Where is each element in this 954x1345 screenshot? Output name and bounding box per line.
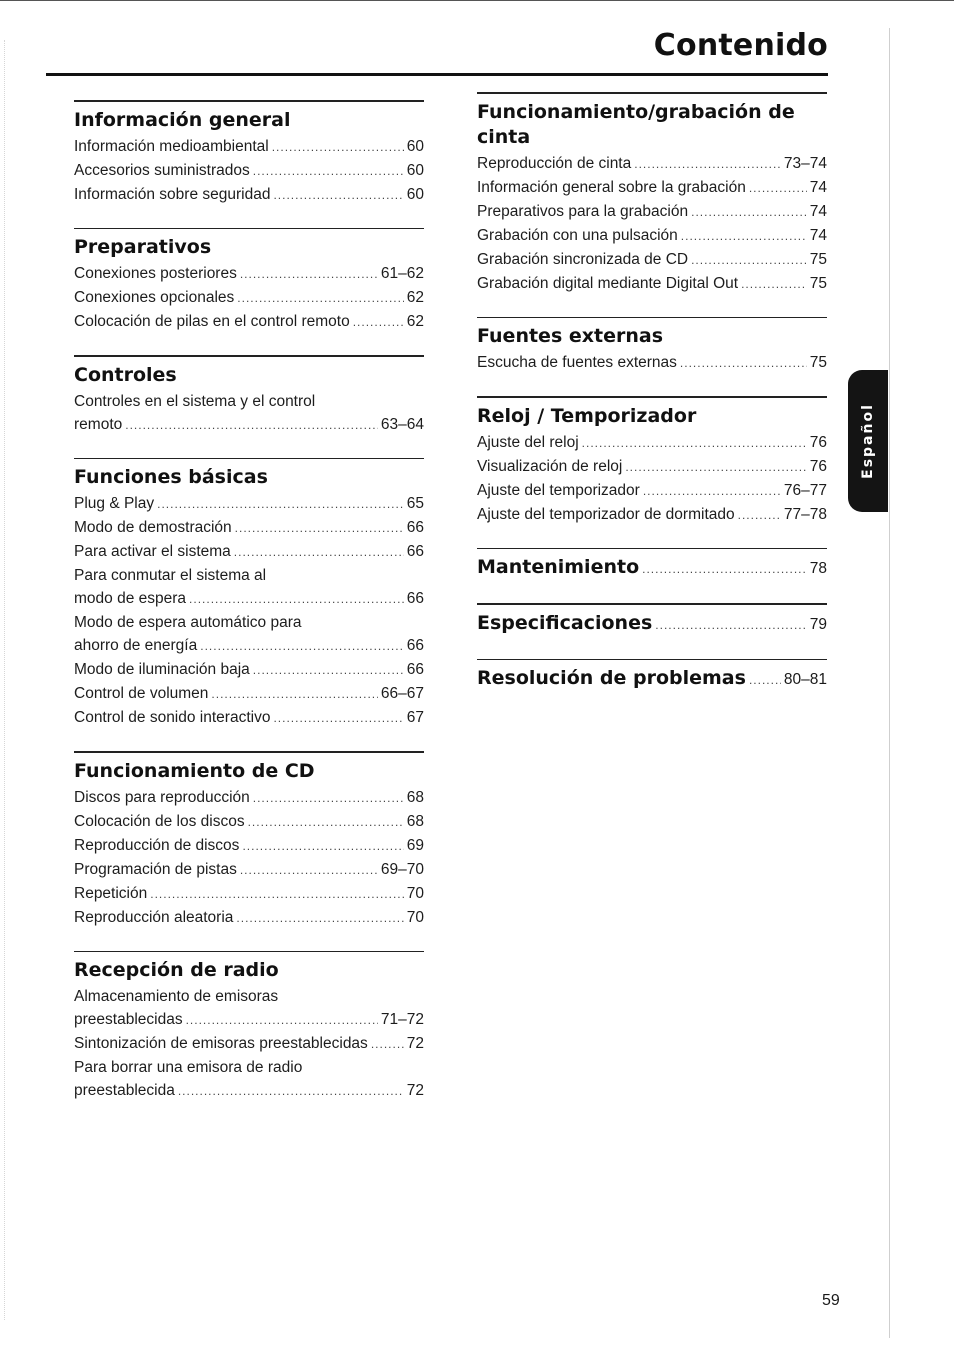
toc-heading-entry[interactable]: [477, 666, 827, 693]
toc-entry-label: Reproducción de cinta: [477, 154, 632, 172]
dot-leader: [248, 811, 404, 834]
toc-entry-page: 67: [406, 709, 424, 726]
toc-entry-page: 66: [406, 543, 424, 560]
toc-entry-page: 73–74: [783, 154, 827, 172]
toc-entry-label: Ajuste del temporizador de dormitado: [477, 505, 735, 523]
toc-entry[interactable]: [74, 587, 424, 611]
toc-section-preparativos: [74, 228, 424, 335]
section-rule: [74, 100, 424, 102]
toc-entry-label: Visualización de reloj: [477, 457, 623, 475]
toc-entry-label: Colocación de pilas en el control remoto: [74, 313, 350, 330]
toc-entry-label: Para activar el sistema: [74, 543, 231, 560]
toc-section-funciones-basicas: [74, 458, 424, 731]
toc-entry-label: Modo de iluminación baja: [74, 661, 250, 678]
toc-entry-label: Escucha de fuentes externas: [477, 354, 677, 371]
toc-entry-page: 60: [406, 161, 424, 179]
toc-entry-text: Modo de espera automático para: [74, 614, 302, 631]
dot-leader: [681, 225, 807, 248]
title-rule: [46, 73, 828, 76]
section-rule: [74, 951, 424, 953]
dot-leader: [582, 432, 807, 455]
toc-entry-label: Información general sobre la grabación: [477, 178, 746, 196]
toc-section-recepcion-de-radio: [74, 951, 424, 1104]
toc-entry-page: 75: [809, 274, 827, 292]
toc-entry-page: 62: [406, 289, 424, 306]
dot-leader: [150, 883, 404, 906]
dot-leader: [741, 273, 807, 296]
toc-entry-page: 79: [809, 615, 827, 633]
toc-entry[interactable]: [74, 706, 424, 730]
toc-entry-page: 66–67: [380, 685, 424, 702]
toc-entry-label: remoto: [74, 415, 123, 433]
dot-leader: [253, 659, 404, 682]
section-title: Fuentes externas: [477, 325, 664, 347]
dot-leader: [634, 153, 781, 176]
toc-entry-label: Ajuste del reloj: [477, 433, 579, 451]
toc-entry[interactable]: [477, 455, 827, 479]
dot-leader: [200, 635, 404, 658]
toc-heading-entry[interactable]: [477, 555, 827, 582]
toc-entry-page: 72: [406, 1035, 424, 1052]
toc-entry[interactable]: [477, 200, 827, 224]
page-number: 59: [822, 1292, 840, 1309]
toc-entry-label: preestablecida: [74, 1082, 175, 1099]
page-title: Contenido: [653, 28, 828, 63]
dot-leader: [253, 787, 404, 810]
toc-entry-label: Reproducción de discos: [74, 836, 240, 854]
toc-entry-page: 70: [406, 884, 424, 902]
dot-leader: [749, 673, 781, 687]
toc-entry-page: 60: [406, 185, 424, 203]
toc-entry[interactable]: [74, 810, 424, 834]
toc-entry[interactable]: [477, 431, 827, 455]
dot-leader: [236, 907, 403, 930]
toc-entry-page: 70: [406, 908, 424, 926]
toc-section-fuentes-externas: [477, 317, 827, 376]
toc-section-funcionamiento-grabacion-de-cinta: [477, 92, 827, 296]
toc-section-controles: [74, 355, 424, 437]
toc-entry[interactable]: [74, 540, 424, 564]
section-rule: [477, 659, 827, 661]
top-border: [0, 0, 954, 1]
toc-entry-page: 78: [809, 560, 827, 577]
dot-leader: [253, 160, 404, 183]
toc-entry[interactable]: [74, 658, 424, 682]
dot-leader: [642, 562, 807, 576]
section-rule: [74, 355, 424, 357]
toc-entry-page: 63–64: [380, 415, 424, 433]
dot-leader: [125, 414, 378, 437]
toc-entry[interactable]: [74, 906, 424, 930]
toc-entry-label: Sintonización de emisoras preestablecidas: [74, 1035, 368, 1052]
toc-entry-label: Modo de demostración: [74, 519, 232, 536]
toc-entry-page: 61–62: [380, 265, 424, 282]
toc-entry[interactable]: [477, 272, 827, 296]
toc-entry-text: Controles en el sistema y el control: [74, 392, 316, 410]
toc-entry-label: Control de sonido interactivo: [74, 709, 271, 726]
dot-leader: [691, 249, 807, 272]
toc-section-reloj-temporizador: [477, 396, 827, 527]
dot-leader: [211, 683, 377, 706]
toc-section-resolucion-de-problemas: [477, 659, 827, 694]
toc-entry-page: 66: [406, 519, 424, 536]
toc-entry-label: modo de espera: [74, 590, 187, 607]
dot-leader: [691, 201, 807, 224]
toc-entry-page: 74: [809, 202, 827, 220]
toc-right-column: [477, 92, 827, 714]
dot-leader: [655, 618, 806, 632]
dot-leader: [240, 859, 378, 882]
toc-entry[interactable]: [74, 286, 424, 310]
toc-entry[interactable]: [74, 1008, 424, 1032]
toc-entry-page: 69: [406, 836, 424, 854]
section-title: Reloj / Temporizador: [477, 404, 697, 427]
toc-section-especificaciones: [477, 603, 827, 638]
toc-entry-label: Plug & Play: [74, 495, 155, 512]
toc-entry-page: 75: [809, 250, 827, 268]
toc-entry[interactable]: [477, 224, 827, 248]
toc-entry-label: Grabación con una pulsación: [477, 226, 678, 244]
toc-entry-label: Conexiones opcionales: [74, 289, 235, 306]
section-rule: [477, 396, 827, 398]
section-rule: [74, 751, 424, 753]
dot-leader: [272, 136, 404, 159]
toc-entry-label: ahorro de energía: [74, 637, 198, 654]
section-title: Mantenimiento: [477, 556, 640, 578]
toc-entry-label: Programación de pistas: [74, 860, 237, 878]
toc-section-funcionamiento-de-cd: [74, 751, 424, 930]
dot-leader: [186, 1009, 378, 1032]
section-rule: [74, 458, 424, 460]
toc-entry-label: Accesorios suministrados: [74, 161, 250, 179]
toc-entry-page: 62: [406, 313, 424, 330]
toc-entry-label: Ajuste del temporizador: [477, 481, 640, 499]
toc-entry-page: 71–72: [380, 1011, 424, 1028]
toc-entry-page: 72: [406, 1082, 424, 1099]
language-tab-label: Español: [860, 403, 876, 479]
toc-entry-text: Almacenamiento de emisoras: [74, 988, 279, 1005]
toc-entry-label: Información medioambiental: [74, 137, 269, 155]
dot-leader: [625, 456, 806, 479]
toc-entry-label: Reproducción aleatoria: [74, 908, 234, 926]
left-page-edge: [4, 40, 5, 1320]
toc-entry-label: Colocación de los discos: [74, 812, 245, 830]
toc-entry-page: 76: [809, 433, 827, 451]
section-title: Recepción de radio: [74, 959, 279, 981]
toc-entry[interactable]: [74, 882, 424, 906]
toc-entry[interactable]: [74, 682, 424, 706]
toc-entry[interactable]: [74, 858, 424, 882]
section-title: Información general: [74, 108, 291, 131]
toc-entry-page: 66: [406, 637, 424, 654]
toc-entry[interactable]: [74, 310, 424, 334]
toc-entry-page: 76: [809, 457, 827, 475]
toc-entry[interactable]: [477, 176, 827, 200]
toc-entry-page: 66: [406, 590, 424, 607]
toc-entry[interactable]: [74, 634, 424, 658]
dot-leader: [189, 588, 404, 611]
dot-leader: [157, 493, 404, 516]
toc-heading-entry[interactable]: [477, 611, 827, 638]
toc-entry-text: Para conmutar el sistema al: [74, 567, 267, 584]
toc-entry-label: Preparativos para la grabación: [477, 202, 689, 220]
toc-entry-page: 74: [809, 178, 827, 196]
section-rule: [477, 92, 827, 94]
dot-leader: [240, 263, 378, 286]
toc-entry[interactable]: [74, 1079, 424, 1103]
section-title: Funcionamiento de CD: [74, 759, 315, 782]
dot-leader: [749, 177, 807, 200]
section-rule: [477, 548, 827, 550]
toc-left-column: [74, 100, 424, 1124]
toc-entry[interactable]: [74, 834, 424, 858]
toc-entry-page: 77–78: [783, 505, 827, 523]
dot-leader: [178, 1080, 404, 1103]
dot-leader: [242, 835, 403, 858]
toc-entry-label: Conexiones posteriores: [74, 265, 237, 282]
section-title: Funciones básicas: [74, 466, 268, 488]
toc-entry-page: 80–81: [783, 671, 827, 688]
toc-entry-label: Control de volumen: [74, 685, 209, 702]
toc-entry[interactable]: [74, 492, 424, 516]
toc-entry-page: 68: [406, 788, 424, 806]
dot-leader: [738, 504, 781, 527]
toc-entry-page: 74: [809, 226, 827, 244]
toc-entry[interactable]: [74, 516, 424, 540]
toc-entry-page: 68: [406, 812, 424, 830]
language-tab: [848, 370, 888, 512]
toc-entry-label: Repetición: [74, 884, 148, 902]
dot-leader: [235, 517, 404, 540]
dot-leader: [680, 352, 807, 375]
section-title: Controles: [74, 363, 177, 386]
dot-leader: [371, 1033, 404, 1056]
toc-entry-page: 76–77: [783, 481, 827, 499]
toc-entry-page: 66: [406, 661, 424, 678]
toc-entry-page: 75: [809, 354, 827, 371]
dot-leader: [273, 707, 403, 730]
toc-entry[interactable]: [477, 351, 827, 375]
toc-entry-label: Discos para reproducción: [74, 788, 250, 806]
toc-entry-page: 60: [406, 137, 424, 155]
toc-entry[interactable]: [74, 786, 424, 810]
toc-section-informacion-general: [74, 100, 424, 207]
dot-leader: [237, 287, 403, 310]
toc-entry-label: preestablecidas: [74, 1011, 183, 1028]
dot-leader: [643, 480, 781, 503]
section-title: Funcionamiento/grabación de cinta: [477, 100, 795, 148]
dot-leader: [234, 541, 404, 564]
toc-entry-label: Información sobre seguridad: [74, 185, 271, 203]
section-rule: [477, 317, 827, 319]
toc-section-mantenimiento: [477, 548, 827, 583]
dot-leader: [353, 311, 404, 334]
toc-entry-page: 65: [406, 495, 424, 512]
toc-entry[interactable]: [74, 159, 424, 183]
toc-entry[interactable]: [74, 413, 424, 437]
toc-entry[interactable]: [74, 135, 424, 159]
right-page-edge: [889, 28, 890, 1338]
toc-entry[interactable]: [74, 1032, 424, 1056]
toc-entry-page: 69–70: [380, 860, 424, 878]
section-rule: [74, 228, 424, 230]
toc-entry[interactable]: [477, 152, 827, 176]
toc-entry-label: Grabación sincronizada de CD: [477, 250, 689, 268]
toc-entry[interactable]: [477, 503, 827, 527]
section-title: Especificaciones: [477, 611, 653, 634]
section-title: Preparativos: [74, 236, 212, 258]
toc-entry[interactable]: [477, 248, 827, 272]
toc-entry[interactable]: [74, 183, 424, 207]
toc-entry-label: Grabación digital mediante Digital Out: [477, 274, 739, 292]
toc-entry[interactable]: [477, 479, 827, 503]
toc-entry[interactable]: [74, 262, 424, 286]
section-rule: [477, 603, 827, 605]
dot-leader: [273, 184, 403, 207]
toc-entry-text: Para borrar una emisora de radio: [74, 1059, 303, 1076]
section-title: Resolución de problemas: [477, 667, 746, 689]
